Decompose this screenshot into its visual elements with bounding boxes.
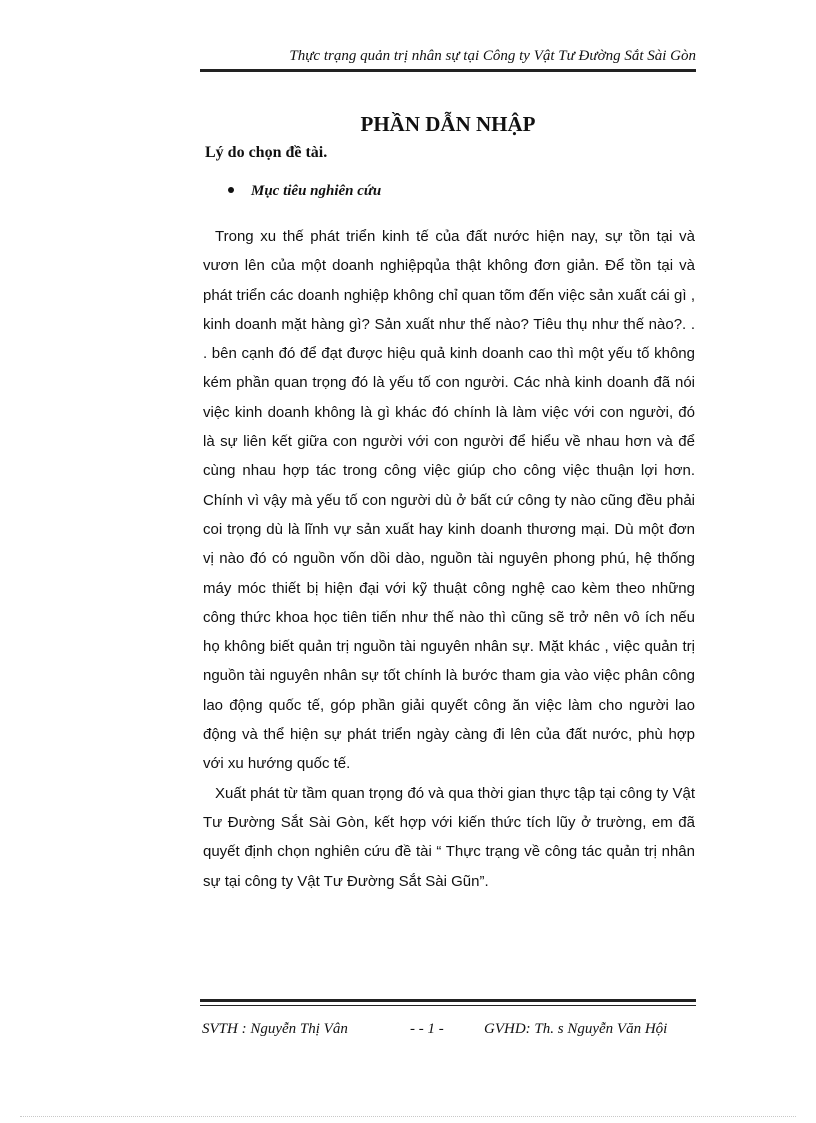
bullet-item <box>228 183 381 200</box>
header-rule <box>200 69 696 72</box>
paragraph-1: Trong xu thế phát triển kinh tế của đất nước hiện nay, sự tồn tại và vươn lên của một doanh nghiệpqủa thật không đơn giản. Để tồn tại và phát triển các doanh nghiệp không chỉ quan tõm đến việc sản xuất cái gì , kinh doanh mặt hàng gì? Sản xuất như thế nào? Tiêu thụ như thế nào?. . . bên cạnh đó để đạt được hiệu quả kinh doanh cao thì một yếu tố không kém phần quan trọng đó là yếu tố con người. Các nhà kinh doanh đã nói việc kinh doanh không là gì khác đó chính là làm việc với con người, đó là sự liên kết giữa con người với con người để hiểu về nhau hơn và để cùng nhau hợp tác trong công việc giúp cho công việc thuận lợi hơn. Chính vì vậy mà yếu tố con người dù ở bất cứ công ty nào cũng đều phải coi trọng dù là lĩnh vự sản xuất hay kinh doanh thương mại. Dù một đơn vị nào đó có nguồn vốn dồi dào, nguồn tài nguyên phong phú, hệ thống máy móc thiết bị hiện đại với kỹ thuật công nghệ cao kèm theo những công thức khoa học tiên tiến như thế nào thì cũng sẽ trở nên vô ích nếu họ không biết quản trị nguồn tài nguyên nhân sự. Mặt khác , việc quản trị nguồn tài nguyên nhân sự tốt chính là bước tham gia vào việc phân công lao động quốc tế, góp phần giải quyết công ăn việc làm cho người lao động và thể hiện sự phát triển ngày càng đi lên của đất nước, phù hợp với xu hướng quốc tế. <box>203 228 695 773</box>
bullet-icon <box>228 187 234 193</box>
page-edge-divider <box>20 1116 796 1117</box>
bullet-label: Mục tiêu nghiên cứu <box>251 183 382 199</box>
footer-advisor: GVHD: Th. s Nguyễn Văn Hội <box>484 1021 668 1037</box>
running-header-title: Thực trạng quản trị nhân sự tại Công ty Vật Tư Đường Sắt Sài Gòn <box>289 48 696 64</box>
subheading: Lý do chọn đề tài. <box>205 144 328 161</box>
body-text <box>203 222 695 896</box>
footer-page-number: - - 1 - <box>410 1021 444 1037</box>
footer-student: SVTH : Nguyễn Thị Vân <box>202 1021 348 1037</box>
paragraph-2: Xuất phát từ tầm quan trọng đó và qua thời gian thực tập tại công ty Vật Tư Đường Sắt Sài Gòn, kết hợp với kiến thức tích lũy ở trường, em đã quyết định chọn nghiên cứu đề tài “ Thực trạng về công tác quản trị nhân sự tại công ty Vật Tư Đường Sắt Sài Gũn”. <box>203 784 695 890</box>
section-heading: PHẦN DẪN NHẬP <box>360 112 536 136</box>
footer-rule <box>200 999 696 1006</box>
